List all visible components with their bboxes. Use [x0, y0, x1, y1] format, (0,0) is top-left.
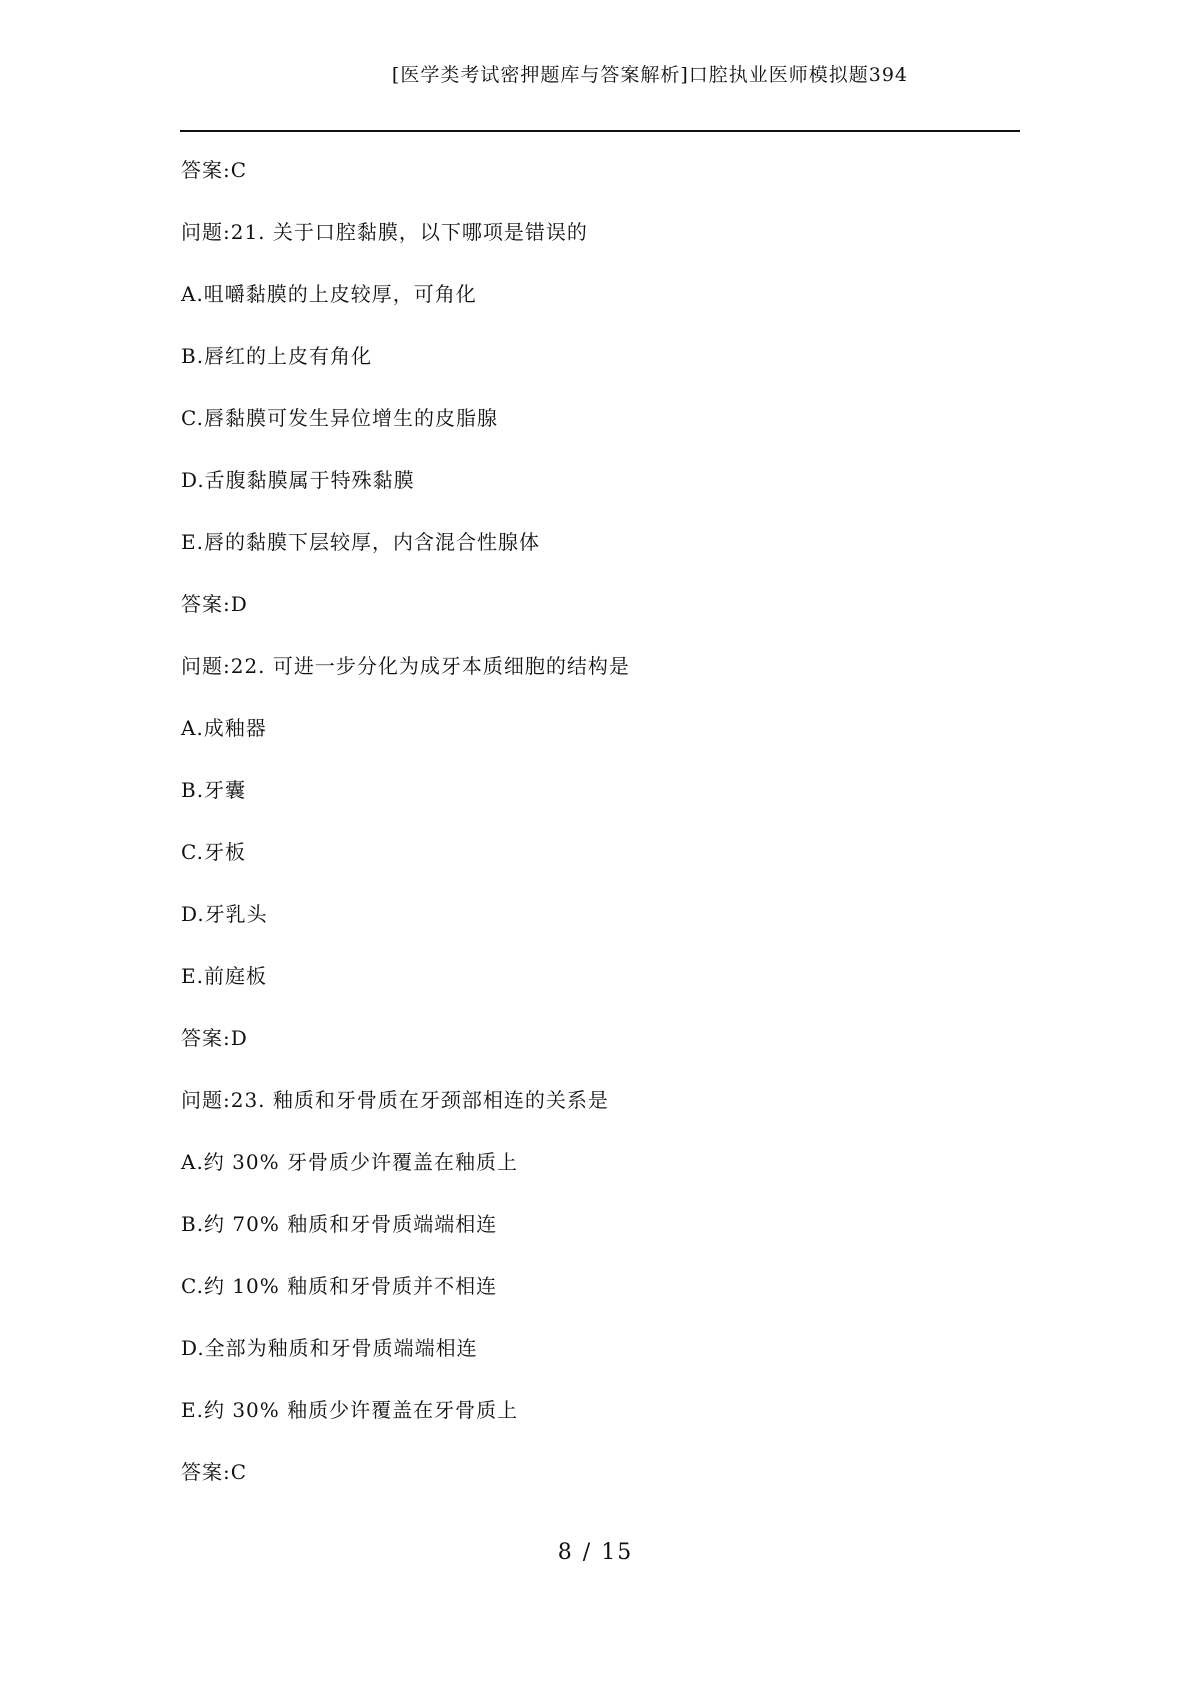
option-line: D.牙乳头 — [181, 902, 268, 926]
option-line: C.牙板 — [181, 840, 246, 864]
option-line: B.约 70% 釉质和牙骨质端端相连 — [181, 1212, 498, 1236]
answer-line: 答案:D — [181, 1026, 248, 1050]
option-line: E.前庭板 — [181, 964, 267, 988]
option-line: A.成釉器 — [181, 716, 267, 740]
option-line: B.唇红的上皮有角化 — [181, 344, 373, 368]
option-line: E.唇的黏膜下层较厚，内含混合性腺体 — [181, 530, 540, 554]
option-line: D.全部为釉质和牙骨质端端相连 — [181, 1336, 478, 1360]
question-line: 问题:21. 关于口腔黏膜，以下哪项是错误的 — [181, 220, 588, 244]
option-line: B.牙囊 — [181, 778, 247, 802]
question-line: 问题:23. 釉质和牙骨质在牙颈部相连的关系是 — [181, 1088, 609, 1112]
document-title: [医学类考试密押题库与答案解析]口腔执业医师模拟题394 — [391, 64, 908, 86]
option-line: A.咀嚼黏膜的上皮较厚，可角化 — [181, 282, 477, 306]
option-line: C.唇黏膜可发生异位增生的皮脂腺 — [181, 406, 498, 430]
answer-line: 答案:D — [181, 592, 248, 616]
option-line: E.约 30% 釉质少许覆盖在牙骨质上 — [181, 1398, 519, 1422]
page-header — [180, 60, 1020, 132]
answer-line: 答案:C — [181, 1460, 248, 1484]
option-line: A.约 30% 牙骨质少许覆盖在釉质上 — [181, 1150, 518, 1174]
page-number: 8 / 15 — [557, 1540, 634, 1565]
option-line: D.舌腹黏膜属于特殊黏膜 — [181, 468, 415, 492]
option-line: C.约 10% 釉质和牙骨质并不相连 — [181, 1274, 498, 1298]
question-line: 问题:22. 可进一步分化为成牙本质细胞的结构是 — [181, 654, 630, 678]
answer-line: 答案:C — [181, 158, 248, 182]
